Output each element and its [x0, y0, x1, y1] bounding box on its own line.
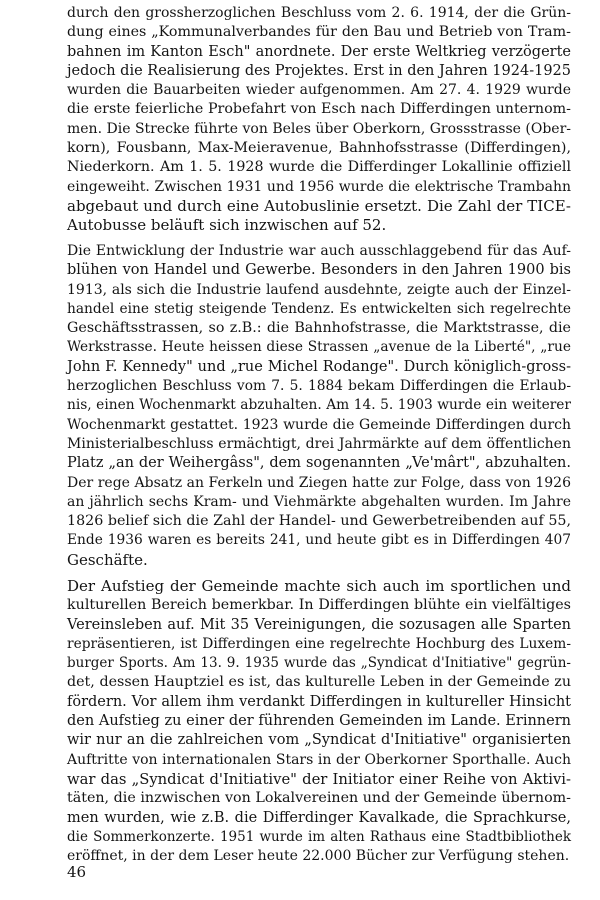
page-number: 46	[67, 863, 87, 881]
text-line: kulturellen Bereich bemerkbar. In Differdingen blühte ein vielfältiges	[67, 597, 571, 614]
text-line: blühen von Handel und Gewerbe. Besonders in den Jahren 1900 bis	[67, 262, 571, 279]
text-line: Ende 1936 waren es bereits 241, und heute gibt es in Differdingen 407	[67, 532, 571, 549]
text-line: war das „Syndicat d'Initiative" der Initiator einer Reihe von Aktivi-	[67, 770, 571, 788]
text-line: burger Sports. Am 13. 9. 1935 wurde das „Syndicat d'Initiative" gegrün-	[67, 655, 571, 672]
text-line: Ministerialbeschluss ermächtigt, drei Jahrmärkte auf dem öffentlichen	[67, 435, 571, 452]
text-line: handel eine stetig steigende Tendenz. Es entwickelten sich regelrechte	[67, 300, 571, 317]
text-line: det, dessen Hauptziel es ist, das kulturelle Leben in der Gemeinde zu	[67, 674, 571, 691]
text-line: Vereinsleben auf. Mit 35 Vereinigungen, die sozusagen alle Sparten	[67, 616, 571, 633]
text-line: Die Entwicklung der Industrie war auch ausschlaggebend für das Auf-	[67, 243, 571, 259]
paragraph-handel-gewerbe	[67, 242, 571, 570]
text-line: Platz „an der Weihergâss", dem sogenannten „Ve'mârt", abzuhalten.	[67, 455, 571, 472]
text-line: an jährlich sechs Kram- und Viehmärkte abgehalten wurden. Im Jahre	[67, 493, 571, 510]
text-line: herzoglichen Beschluss vom 7. 5. 1884 bekam Differdingen die Erlaub-	[67, 378, 571, 395]
paragraph-sport-kultur	[67, 577, 571, 866]
text-line: Auftritte von internationalen Stars in der Oberkorner Sporthalle. Auch	[67, 751, 571, 768]
text-line: eingeweiht. Zwischen 1931 und 1956 wurde die elektrische Trambahn	[67, 178, 571, 195]
text-line: John F. Kennedy" und „rue Michel Rodange". Durch königlich-gross-	[67, 358, 571, 375]
text-line: 1913, als sich die Industrie laufend ausdehnte, zeigte auch der Einzel-	[67, 281, 571, 298]
text-line: Werkstrasse. Heute heissen diese Strassen „avenue de la Liberté", „rue	[67, 339, 571, 356]
text-line: 1826 belief sich die Zahl der Handel- und Gewerbetreibenden auf 55,	[67, 513, 571, 530]
text-line: Der Aufstieg der Gemeinde machte sich auch im sportlichen und	[67, 577, 571, 595]
text-line: fördern. Vor allem ihm verdankt Differdingen in kultureller Hinsicht	[67, 693, 571, 710]
text-line: täten, die inzwischen von Lokalvereinen und der Gemeinde übernom-	[67, 790, 571, 807]
text-line: wir nur an die zahlreichen vom „Syndicat d'Initiative" organisierten	[67, 732, 571, 749]
text-line: durch den grossherzoglichen Beschluss vom 2. 6. 1914, der die Grün-	[67, 5, 571, 21]
text-line: Autobusse beläuft sich inzwischen auf 52.	[67, 216, 387, 235]
text-line: wurden die Bauarbeiten wieder aufgenommen. Am 27. 4. 1929 wurde	[67, 82, 571, 99]
text-line: repräsentieren, ist Differdingen eine regelrechte Hochburg des Luxem-	[67, 635, 571, 652]
text-line: die Sommerkonzerte. 1951 wurde im alten Rathaus eine Stadtbibliothek	[67, 828, 571, 845]
text-line: Geschäftsstrassen, so z.B.: die Bahnhofstrasse, die Marktstrasse, die	[67, 320, 571, 337]
text-line: Der rege Absatz an Ferkeln und Ziegen hatte zur Folge, dass von 1926	[67, 474, 571, 491]
text-line: dung eines „Kommunalverbandes für den Bau und Betrieb von Tram-	[67, 24, 571, 41]
text-line: den Aufstieg zu einer der führenden Gemeinden im Lande. Erinnern	[67, 713, 571, 730]
text-line: men. Die Strecke führte von Beles über Oberkorn, Grossstrasse (Ober-	[67, 120, 571, 137]
text-line: korn), Fousbann, Max-Meieravenue, Bahnhofsstrasse (Differdingen),	[67, 140, 571, 157]
text-line: men wurden, wie z.B. die Differdinger Kavalkade, die Sprachkurse,	[67, 809, 571, 826]
text-line: Geschäfte.	[67, 550, 148, 569]
text-line: abgebaut und durch eine Autobuslinie ersetzt. Die Zahl der TICE-	[67, 196, 571, 215]
text-line: die erste feierliche Probefahrt von Esch nach Differdingen unternom-	[67, 101, 571, 118]
text-line: bahnen im Kanton Esch" anordnete. Der erste Weltkrieg verzögerte	[67, 43, 571, 60]
text-line: Niederkorn. Am 1. 5. 1928 wurde die Differdinger Lokallinie offiziell	[67, 159, 571, 176]
text-line: eröffnet, in der dem Leser heute 22.000 Bücher zur Verfügung stehen.	[67, 848, 570, 865]
paragraph-trambahn	[67, 4, 571, 236]
text-line: Wochenmarkt gestattet. 1923 wurde die Gemeinde Differdingen durch	[67, 416, 571, 433]
text-line: nis, einen Wochenmarkt abzuhalten. Am 14. 5. 1903 wurde ein weiterer	[67, 397, 571, 414]
text-line: jedoch die Realisierung des Projektes. Erst in den Jahren 1924-1925	[67, 62, 571, 79]
